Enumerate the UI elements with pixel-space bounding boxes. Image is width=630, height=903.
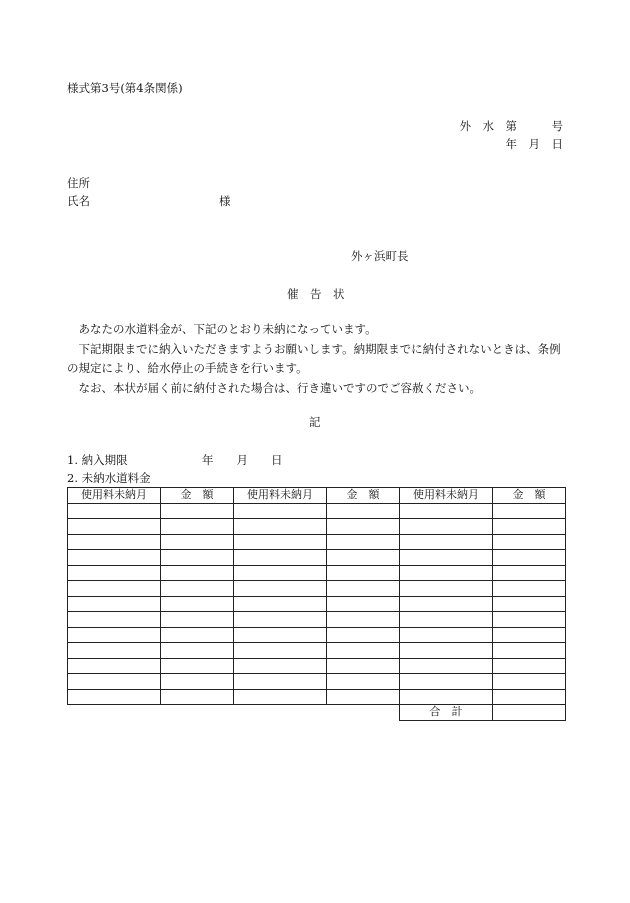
amount-cell: [493, 550, 566, 566]
amount-cell: [327, 674, 400, 690]
sender-mayor: 外ヶ浜町長: [351, 249, 409, 263]
table-row: [68, 565, 566, 581]
table-row: [68, 612, 566, 628]
amount-cell: [327, 689, 400, 705]
amount-cell: [327, 565, 400, 581]
unpaid-month-cell: [400, 534, 493, 550]
ki-heading: 記: [309, 415, 321, 429]
blank-cell: [327, 705, 400, 721]
unpaid-month-cell: [234, 627, 327, 643]
unpaid-fees-table: [67, 487, 566, 721]
honorific: 様: [219, 194, 231, 208]
amount-cell: [493, 689, 566, 705]
amount-cell: [327, 658, 400, 674]
amount-cell: [161, 503, 234, 519]
table-row: [68, 658, 566, 674]
amount-cell: [161, 627, 234, 643]
unpaid-month-cell: [234, 689, 327, 705]
unpaid-month-cell: [400, 503, 493, 519]
header-amount: 金 額: [161, 488, 234, 504]
table-header-row: [68, 488, 566, 504]
payment-deadline-label: 1. 納入期限: [67, 453, 128, 467]
amount-cell: [161, 689, 234, 705]
amount-cell: [493, 674, 566, 690]
unpaid-fees-label: 2. 未納水道料金: [67, 471, 151, 485]
amount-cell: [161, 674, 234, 690]
unpaid-month-cell: [234, 658, 327, 674]
amount-cell: [493, 534, 566, 550]
amount-cell: [493, 519, 566, 535]
blank-cell: [68, 705, 161, 721]
address-label: 住所: [67, 176, 90, 190]
amount-cell: [161, 596, 234, 612]
amount-cell: [327, 519, 400, 535]
amount-cell: [493, 596, 566, 612]
amount-cell: [493, 565, 566, 581]
unpaid-month-cell: [400, 550, 493, 566]
unpaid-month-cell: [400, 519, 493, 535]
table-row: [68, 503, 566, 519]
amount-cell: [327, 503, 400, 519]
amount-cell: [327, 550, 400, 566]
unpaid-month-cell: [234, 612, 327, 628]
amount-cell: [327, 596, 400, 612]
header-unpaid-month: 使用料未納月: [234, 488, 327, 504]
amount-cell: [327, 534, 400, 550]
body-paragraph-1: あなたの水道料金が、下記のとおり未納になっています。: [78, 322, 377, 336]
unpaid-month-cell: [400, 627, 493, 643]
amount-cell: [493, 658, 566, 674]
amount-cell: [327, 627, 400, 643]
unpaid-month-cell: [400, 658, 493, 674]
amount-cell: [161, 550, 234, 566]
total-row: [68, 705, 566, 721]
unpaid-month-cell: [400, 689, 493, 705]
table-row: [68, 550, 566, 566]
unpaid-month-cell: [68, 550, 161, 566]
blank-cell: [234, 705, 327, 721]
unpaid-month-cell: [234, 674, 327, 690]
document-number: 外 水 第 号: [459, 119, 563, 133]
unpaid-month-cell: [68, 643, 161, 659]
unpaid-month-cell: [400, 674, 493, 690]
table-row: [68, 643, 566, 659]
amount-cell: [161, 658, 234, 674]
unpaid-month-cell: [234, 596, 327, 612]
amount-cell: [327, 581, 400, 597]
unpaid-month-cell: [68, 503, 161, 519]
unpaid-month-cell: [68, 627, 161, 643]
amount-cell: [161, 519, 234, 535]
unpaid-month-cell: [234, 550, 327, 566]
table-row: [68, 581, 566, 597]
header-amount: 金 額: [327, 488, 400, 504]
payment-deadline-date: 年 月 日: [202, 453, 283, 467]
amount-cell: [161, 643, 234, 659]
unpaid-month-cell: [400, 612, 493, 628]
amount-cell: [493, 503, 566, 519]
issue-date: 年 月 日: [505, 137, 563, 151]
form-label: 様式第3号(第4条関係): [67, 81, 183, 95]
table-row: [68, 534, 566, 550]
table-row: [68, 519, 566, 535]
table-row: [68, 674, 566, 690]
table-row: [68, 689, 566, 705]
blank-cell: [161, 705, 234, 721]
unpaid-month-cell: [68, 674, 161, 690]
unpaid-month-cell: [68, 581, 161, 597]
unpaid-month-cell: [234, 503, 327, 519]
unpaid-month-cell: [68, 519, 161, 535]
unpaid-month-cell: [68, 534, 161, 550]
unpaid-month-cell: [68, 596, 161, 612]
amount-cell: [327, 612, 400, 628]
total-amount-cell: [493, 705, 566, 721]
amount-cell: [493, 612, 566, 628]
unpaid-month-cell: [400, 596, 493, 612]
header-unpaid-month: 使用料未納月: [400, 488, 493, 504]
unpaid-month-cell: [68, 689, 161, 705]
unpaid-month-cell: [234, 534, 327, 550]
header-unpaid-month: 使用料未納月: [68, 488, 161, 504]
amount-cell: [161, 534, 234, 550]
unpaid-month-cell: [234, 519, 327, 535]
unpaid-month-cell: [68, 565, 161, 581]
total-label: 合 計: [400, 705, 493, 721]
unpaid-month-cell: [400, 565, 493, 581]
header-amount: 金 額: [493, 488, 566, 504]
amount-cell: [493, 581, 566, 597]
unpaid-month-cell: [234, 565, 327, 581]
amount-cell: [161, 565, 234, 581]
notice-body: [67, 320, 567, 398]
table-row: [68, 596, 566, 612]
name-label: 氏名: [67, 194, 90, 208]
unpaid-month-cell: [234, 643, 327, 659]
amount-cell: [493, 627, 566, 643]
body-paragraph-3: なお、本状が届く前に納付された場合は、行き違いですのでご容赦ください。: [78, 380, 481, 395]
table-row: [68, 627, 566, 643]
amount-cell: [493, 643, 566, 659]
unpaid-month-cell: [400, 581, 493, 597]
document-title: 催 告 状: [287, 287, 345, 301]
amount-cell: [161, 581, 234, 597]
unpaid-month-cell: [400, 643, 493, 659]
body-paragraph-2: 下記期限までに納入いただきますようお願いします。納期限までに納付されないときは、条例の規定により、給水停止の手続きを行います。: [67, 341, 561, 375]
unpaid-month-cell: [234, 581, 327, 597]
amount-cell: [161, 612, 234, 628]
unpaid-month-cell: [68, 612, 161, 628]
unpaid-month-cell: [68, 658, 161, 674]
amount-cell: [327, 643, 400, 659]
